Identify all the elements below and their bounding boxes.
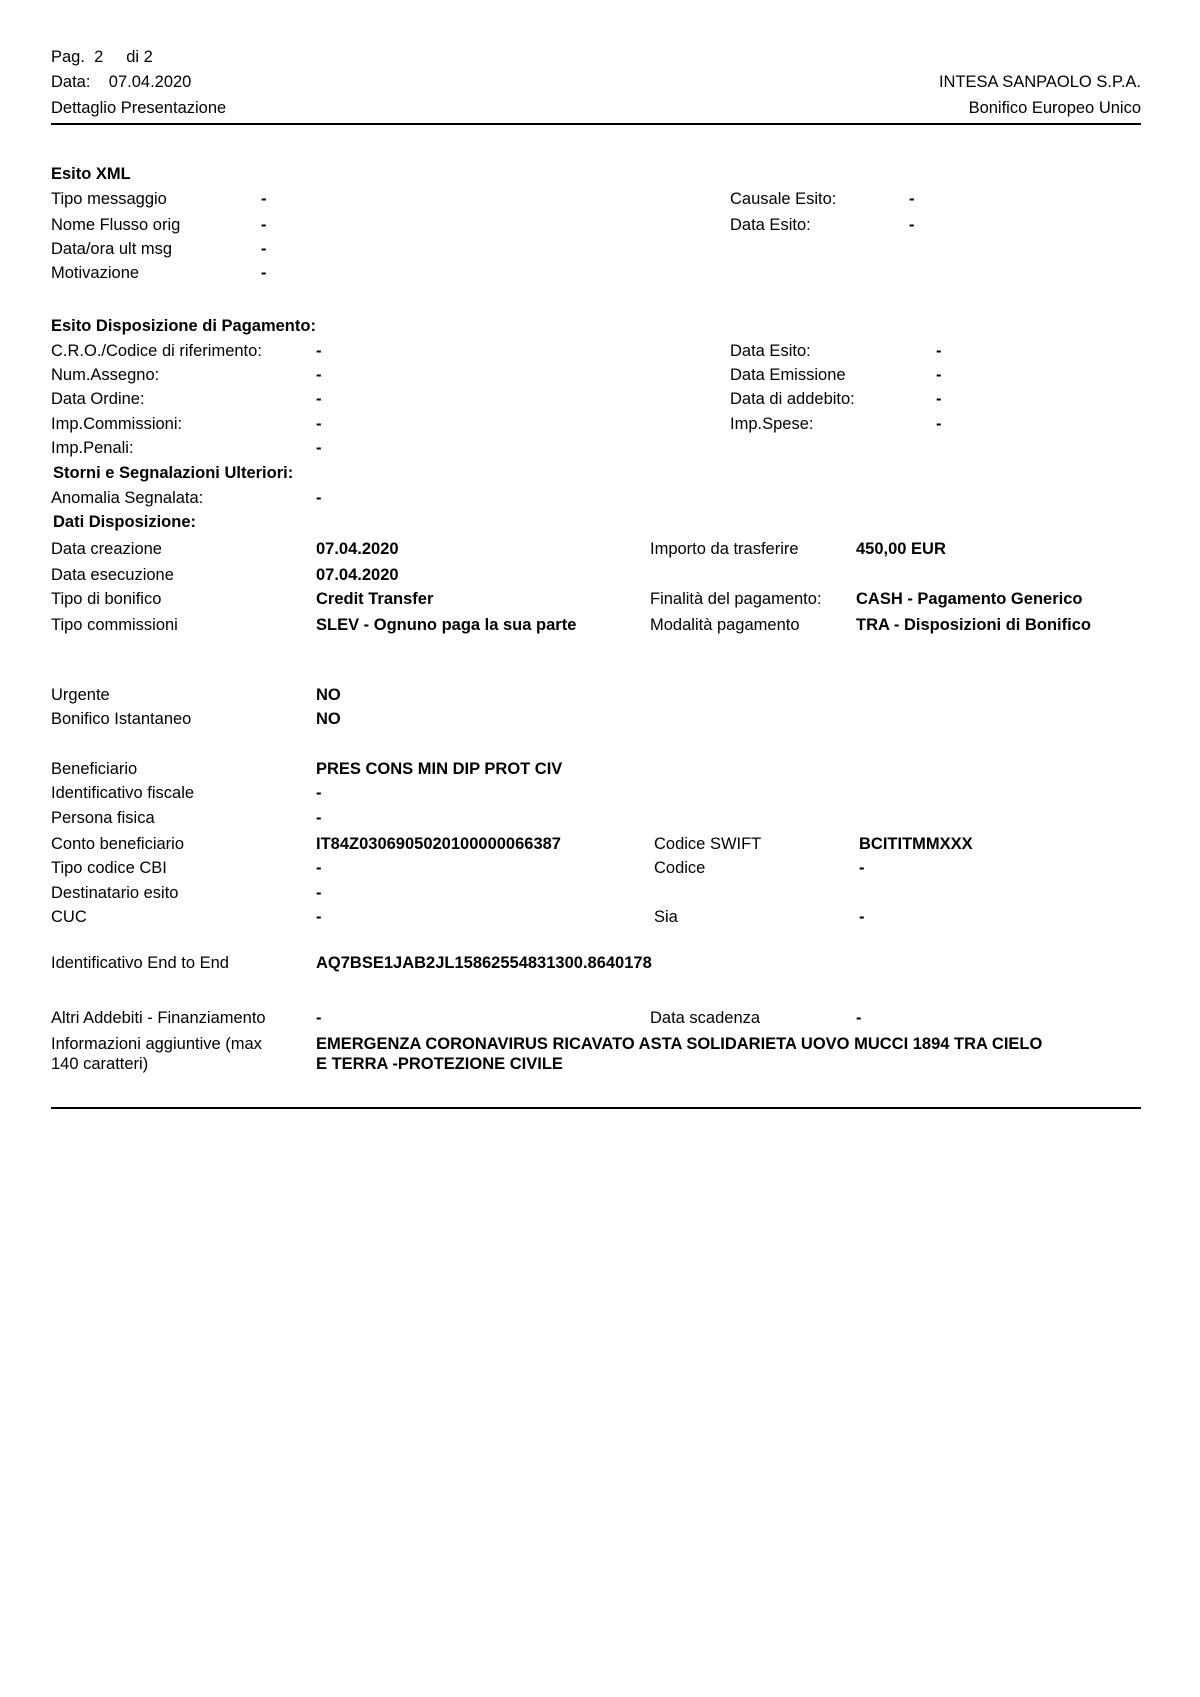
value-altri-addebiti: -: [316, 1009, 322, 1027]
section-title-dati-disposizione: Dati Disposizione:: [53, 513, 197, 531]
value-tipo-bonifico: Credit Transfer: [316, 590, 434, 608]
value-importo: 450,00 EUR: [856, 540, 946, 558]
label-nome-flusso: Nome Flusso orig: [51, 216, 181, 234]
value-info-aggiuntive-line1: EMERGENZA CORONAVIRUS RICAVATO ASTA SOLIDARIETA UOVO MUCCI 1894 TRA CIELO: [316, 1035, 1043, 1053]
value-data-esito-xml: -: [909, 216, 915, 234]
value-tipo-commissioni: SLEV - Ognuno paga la sua parte: [316, 616, 577, 634]
page-total: di 2: [126, 48, 153, 66]
value-cuc: -: [316, 908, 322, 926]
label-data-scadenza: Data scadenza: [650, 1009, 761, 1027]
value-data-esecuzione: 07.04.2020: [316, 566, 399, 584]
value-data-creazione: 07.04.2020: [316, 540, 399, 558]
value-imp-spese: -: [936, 415, 942, 433]
label-conto: Conto beneficiario: [51, 835, 184, 853]
label-cuc: CUC: [51, 908, 87, 926]
label-causale-esito: Causale Esito:: [730, 190, 837, 208]
label-motivazione: Motivazione: [51, 264, 140, 282]
label-codice: Codice: [654, 859, 706, 877]
value-imp-penali: -: [316, 439, 322, 457]
footer-divider: [51, 1107, 1141, 1109]
label-data-esecuzione: Data esecuzione: [51, 566, 174, 584]
label-importo: Importo da trasferire: [650, 540, 799, 558]
header-divider: [51, 123, 1141, 125]
label-data-creazione: Data creazione: [51, 540, 162, 558]
label-info-aggiuntive-line1: Informazioni aggiuntive (max: [51, 1035, 262, 1053]
value-beneficiario: PRES CONS MIN DIP PROT CIV: [316, 760, 563, 778]
section-title-esito-disposizione: Esito Disposizione di Pagamento:: [51, 317, 316, 335]
label-data-ora: Data/ora ult msg: [51, 240, 173, 258]
value-num-assegno: -: [316, 366, 322, 384]
label-istantaneo: Bonifico Istantaneo: [51, 710, 192, 728]
value-conto: IT84Z0306905020100000066387: [316, 835, 561, 853]
label-tipo-commissioni: Tipo commissioni: [51, 616, 178, 634]
label-data-addebito: Data di addebito:: [730, 390, 855, 408]
value-finalita: CASH - Pagamento Generico: [856, 590, 1083, 608]
label-data-esito-xml: Data Esito:: [730, 216, 811, 234]
value-nome-flusso: -: [261, 216, 267, 234]
value-tipo-cbi: -: [316, 859, 322, 877]
value-data-ordine: -: [316, 390, 322, 408]
doc-title: Dettaglio Presentazione: [51, 99, 227, 117]
label-data-ordine: Data Ordine:: [51, 390, 145, 408]
label-tipo-cbi: Tipo codice CBI: [51, 859, 167, 877]
label-finalita: Finalità del pagamento:: [650, 590, 822, 608]
value-modalita: TRA - Disposizioni di Bonifico: [856, 616, 1091, 634]
label-id-fiscale: Identificativo fiscale: [51, 784, 195, 802]
label-tipo-messaggio: Tipo messaggio: [51, 190, 167, 208]
bank-name: INTESA SANPAOLO S.P.A.: [938, 73, 1141, 91]
label-imp-commissioni: Imp.Commissioni:: [51, 415, 183, 433]
label-modalita: Modalità pagamento: [650, 616, 800, 634]
value-cro: -: [316, 342, 322, 360]
label-end-to-end: Identificativo End to End: [51, 954, 229, 972]
value-destinatario: -: [316, 884, 322, 902]
value-motivazione: -: [261, 264, 267, 282]
section-title-storni: Storni e Segnalazioni Ulteriori:: [53, 464, 294, 482]
value-imp-commissioni: -: [316, 415, 322, 433]
section-title-esito-xml: Esito XML: [51, 165, 131, 183]
page-label: [51, 47, 153, 67]
label-beneficiario: Beneficiario: [51, 760, 138, 778]
value-urgente: NO: [316, 686, 341, 704]
date-label: Data:: [51, 73, 91, 91]
label-tipo-bonifico: Tipo di bonifico: [51, 590, 162, 608]
value-sia: -: [859, 908, 865, 926]
value-data-emissione: -: [936, 366, 942, 384]
label-sia: Sia: [654, 908, 678, 926]
value-swift: BCITITMMXXX: [859, 835, 973, 853]
label-data-esito: Data Esito:: [730, 342, 811, 360]
label-persona-fisica: Persona fisica: [51, 809, 155, 827]
value-istantaneo: NO: [316, 710, 341, 728]
value-data-esito: -: [936, 342, 942, 360]
label-swift: Codice SWIFT: [654, 835, 762, 853]
label-info-aggiuntive-line2: 140 caratteri): [51, 1055, 149, 1073]
value-id-fiscale: -: [316, 784, 322, 802]
value-data-ora: -: [261, 240, 267, 258]
value-codice: -: [859, 859, 865, 877]
label-destinatario: Destinatario esito: [51, 884, 179, 902]
label-imp-penali: Imp.Penali:: [51, 439, 134, 457]
value-info-aggiuntive-line2: E TERRA -PROTEZIONE CIVILE: [316, 1055, 563, 1073]
label-num-assegno: Num.Assegno:: [51, 366, 160, 384]
date-value: 07.04.2020: [108, 73, 192, 91]
label-altri-addebiti: Altri Addebiti - Finanziamento: [51, 1009, 266, 1027]
page-number: 2: [94, 48, 104, 66]
value-persona-fisica: -: [316, 809, 322, 827]
value-anomalia: -: [316, 489, 322, 507]
label-imp-spese: Imp.Spese:: [730, 415, 814, 433]
value-tipo-messaggio: -: [261, 190, 267, 208]
doc-type: Bonifico Europeo Unico: [968, 99, 1141, 117]
label-cro: C.R.O./Codice di riferimento:: [51, 342, 262, 360]
label-urgente: Urgente: [51, 686, 110, 704]
value-causale-esito: -: [909, 190, 915, 208]
header-date: [51, 72, 191, 92]
label-anomalia: Anomalia Segnalata:: [51, 489, 204, 507]
value-data-scadenza: -: [856, 1009, 862, 1027]
page-label-text: Pag.: [51, 48, 85, 66]
label-data-emissione: Data Emissione: [730, 366, 846, 384]
value-end-to-end: AQ7BSE1JAB2JL15862554831300.8640178: [316, 954, 652, 972]
value-data-addebito: -: [936, 390, 942, 408]
